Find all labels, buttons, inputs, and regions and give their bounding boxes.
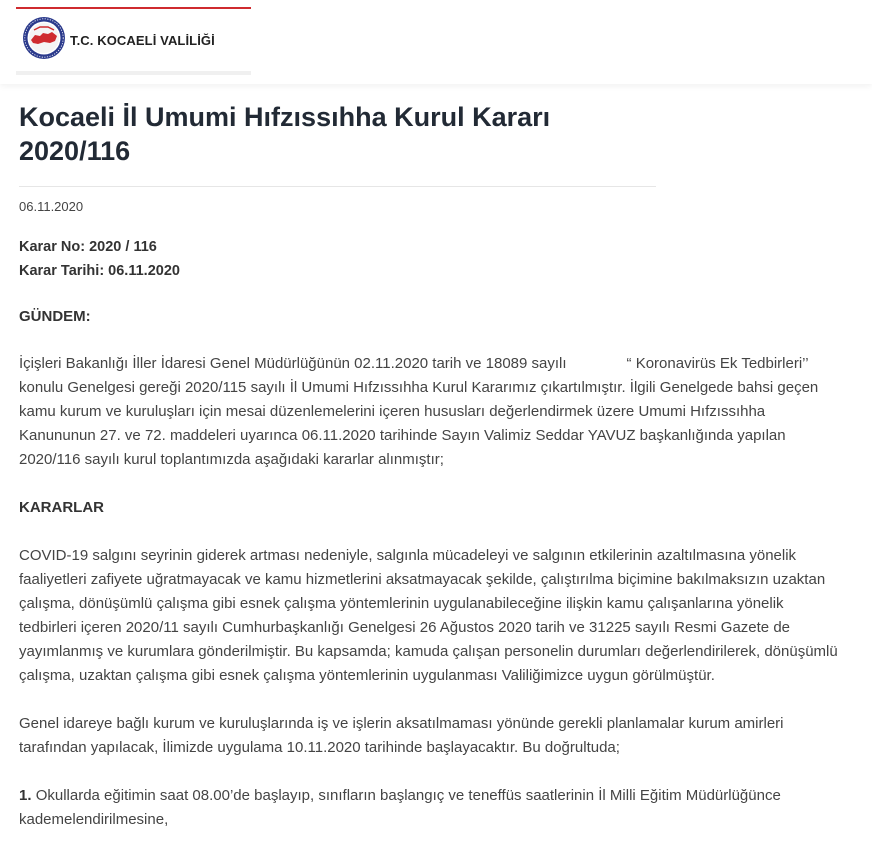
header-accent-line [16, 7, 251, 9]
site-brand-name[interactable]: T.C. KOCAELİ VALİLİĞİ [70, 33, 215, 48]
article [19, 100, 839, 832]
title-divider [19, 186, 656, 187]
publish-date: 06.11.2020 [19, 199, 84, 214]
agenda-text-part1: İçişleri Bakanlığı İller İdaresi Genel Müdürlüğünün 02.11.2020 tarih ve 18089 sayılı [19, 355, 567, 372]
header-bottom-line [16, 71, 251, 75]
agenda-text-part2: “ Koronavirüs Ek Tedbirleri’’ konulu Genelgesi gereği 2020/115 sayılı İl Umumi Hıfzıssıhha Kurul Kararımız çıkartılmıştır. İlgili Genelgede bahsi geçen kamu kurum ve kuruluşları için mesai düzenlemelerini içeren hususları değerlendirmek üzere Umumi Hıfzıssıhha Kanununun 27. ve 72. maddeleri uyarınca 06.11.2020 tarihinde Sayın Valimiz Seddar YAVUZ başkanlığında yapılan 2020/116 sayılı kurul toplantımızda aşağıdaki kararlar alınmıştır; [19, 355, 819, 468]
decisions-heading: KARARLAR [19, 499, 104, 516]
site-header [0, 0, 872, 84]
decision-item-text: Okullarda eğitimin saat 08.00’de başlayıp, sınıfların başlangıç ve teneffüs saatlerinin İl Milli Eğitim Müdürlüğünce kademelendirilmesine, [19, 787, 781, 828]
page-title-line2: 2020/116 [19, 136, 131, 166]
decision-meta [19, 235, 839, 283]
page-title [19, 100, 839, 168]
general-admin-paragraph: Genel idareye bağlı kurum ve kuruluşlarında iş ve işlerin aksatılmaması yönünde gerekli planlamalar kurum amirleri tarafından yapılacak, İlimizde uygulama 10.11.2020 tarihinde başlayacaktır. Bu doğrultuda; [19, 715, 784, 756]
decision-item-1 [19, 784, 839, 832]
decisions-paragraph: COVID-19 salgını seyrinin giderek artması nedeniyle, salgınla mücadeleyi ve salgının etkilerinin azaltılmasına yönelik faaliyetleri zafiyete uğratmayacak ve kamu hizmetlerini aksatmayacak şekilde, çalıştırılma biçimine bakılmaksızın uzaktan çalışma, dönüşümlü çalışma gibi esnek çalışma yöntemlerinin uygulanabileceğine ilişkin kamu çalışanlarına yönelik tedbirleri içeren 2020/11 sayılı Cumhurbaşkanlığı Genelgesi 26 Ağustos 2020 tarih ve 31225 sayılı Resmi Gazete de yayımlanmış ve kurumlara gönderilmiştir. Bu kapsamda; kamuda çalışan personelin durumları değerlendirilerek, dönüşümlü çalışma, uzaktan çalışma gibi esnek çalışma yöntemlerinin uygulanması Valiliğimizce uygun görülmüştür. [19, 547, 838, 684]
decision-number: Karar No: 2020 / 116 [19, 239, 157, 255]
agenda-heading: GÜNDEM: [19, 308, 91, 325]
agenda-paragraph [19, 352, 839, 472]
decision-item-number: 1. [19, 787, 32, 804]
governorship-seal-icon[interactable] [22, 16, 66, 60]
decision-date: Karar Tarihi: 06.11.2020 [19, 263, 180, 279]
page-title-line1: Kocaeli İl Umumi Hıfzıssıhha Kurul Kararı [19, 102, 551, 132]
